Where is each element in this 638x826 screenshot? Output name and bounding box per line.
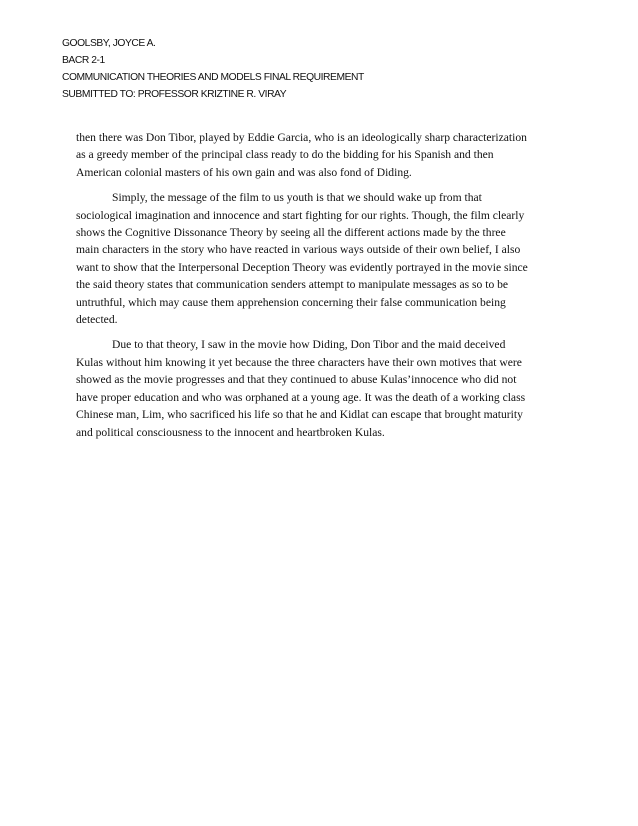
text-line: Chinese man, Lim, who sacrificed his life so that he and Kidlat can escape that brought maturity [76,408,523,422]
text-line: the said theory states that communication senders attempt to manipulate messages as so to be [76,278,509,292]
text-line: as a greedy member of the principal class ready to do the bidding for his Spanish and then [76,148,494,162]
text-line: shows the Cognitive Dissonance Theory by seeing all the different actions made by the three [76,226,506,240]
text-line: Due to that theory, I saw in the movie how Diding, Don Tibor and the maid deceived [112,338,506,352]
course-title: COMMUNICATION THEORIES AND MODELS FINAL REQUIREMENT [62,72,364,83]
text-line: Kulas without him knowing it yet because the three characters have their own motives that were [76,355,522,369]
text-line: want to show that the Interpersonal Deception Theory was evidently portrayed in the movie since [76,260,528,274]
document-header [62,35,364,103]
paragraph [76,189,566,328]
text-line: and political consciousness to the innocent and heartbroken Kulas. [76,425,385,439]
paragraph [76,336,566,440]
student-name: GOOLSBY, JOYCE A. [62,38,156,49]
text-line: American colonial masters of his own gain and was also fond of Diding. [76,165,412,179]
text-line: main characters in the story who have reacted in various ways outside of their own belief, I also [76,243,521,257]
text-line: detected. [76,313,118,327]
text-line: showed as the movie progresses and that they continued to abuse Kulas’innocence who did not [76,373,517,387]
document-body [76,129,566,449]
text-line: untruthful, which may cause them apprehension concerning their false communication being [76,295,506,309]
paragraph [76,129,566,181]
text-line: have proper education and who was orphaned at a young age. It was the death of a working class [76,390,526,404]
text-line: then there was Don Tibor, played by Eddie Garcia, who is an ideologically sharp characterization [76,131,527,144]
text-line: sociological imagination and innocence and start fighting for our rights. Though, the film clearly [76,208,525,222]
submitted-to: SUBMITTED TO: PROFESSOR KRIZTINE R. VIRAY [62,89,287,100]
section-code: BACR 2-1 [62,55,105,66]
text-line: Simply, the message of the film to us youth is that we should wake up from that [112,191,482,205]
